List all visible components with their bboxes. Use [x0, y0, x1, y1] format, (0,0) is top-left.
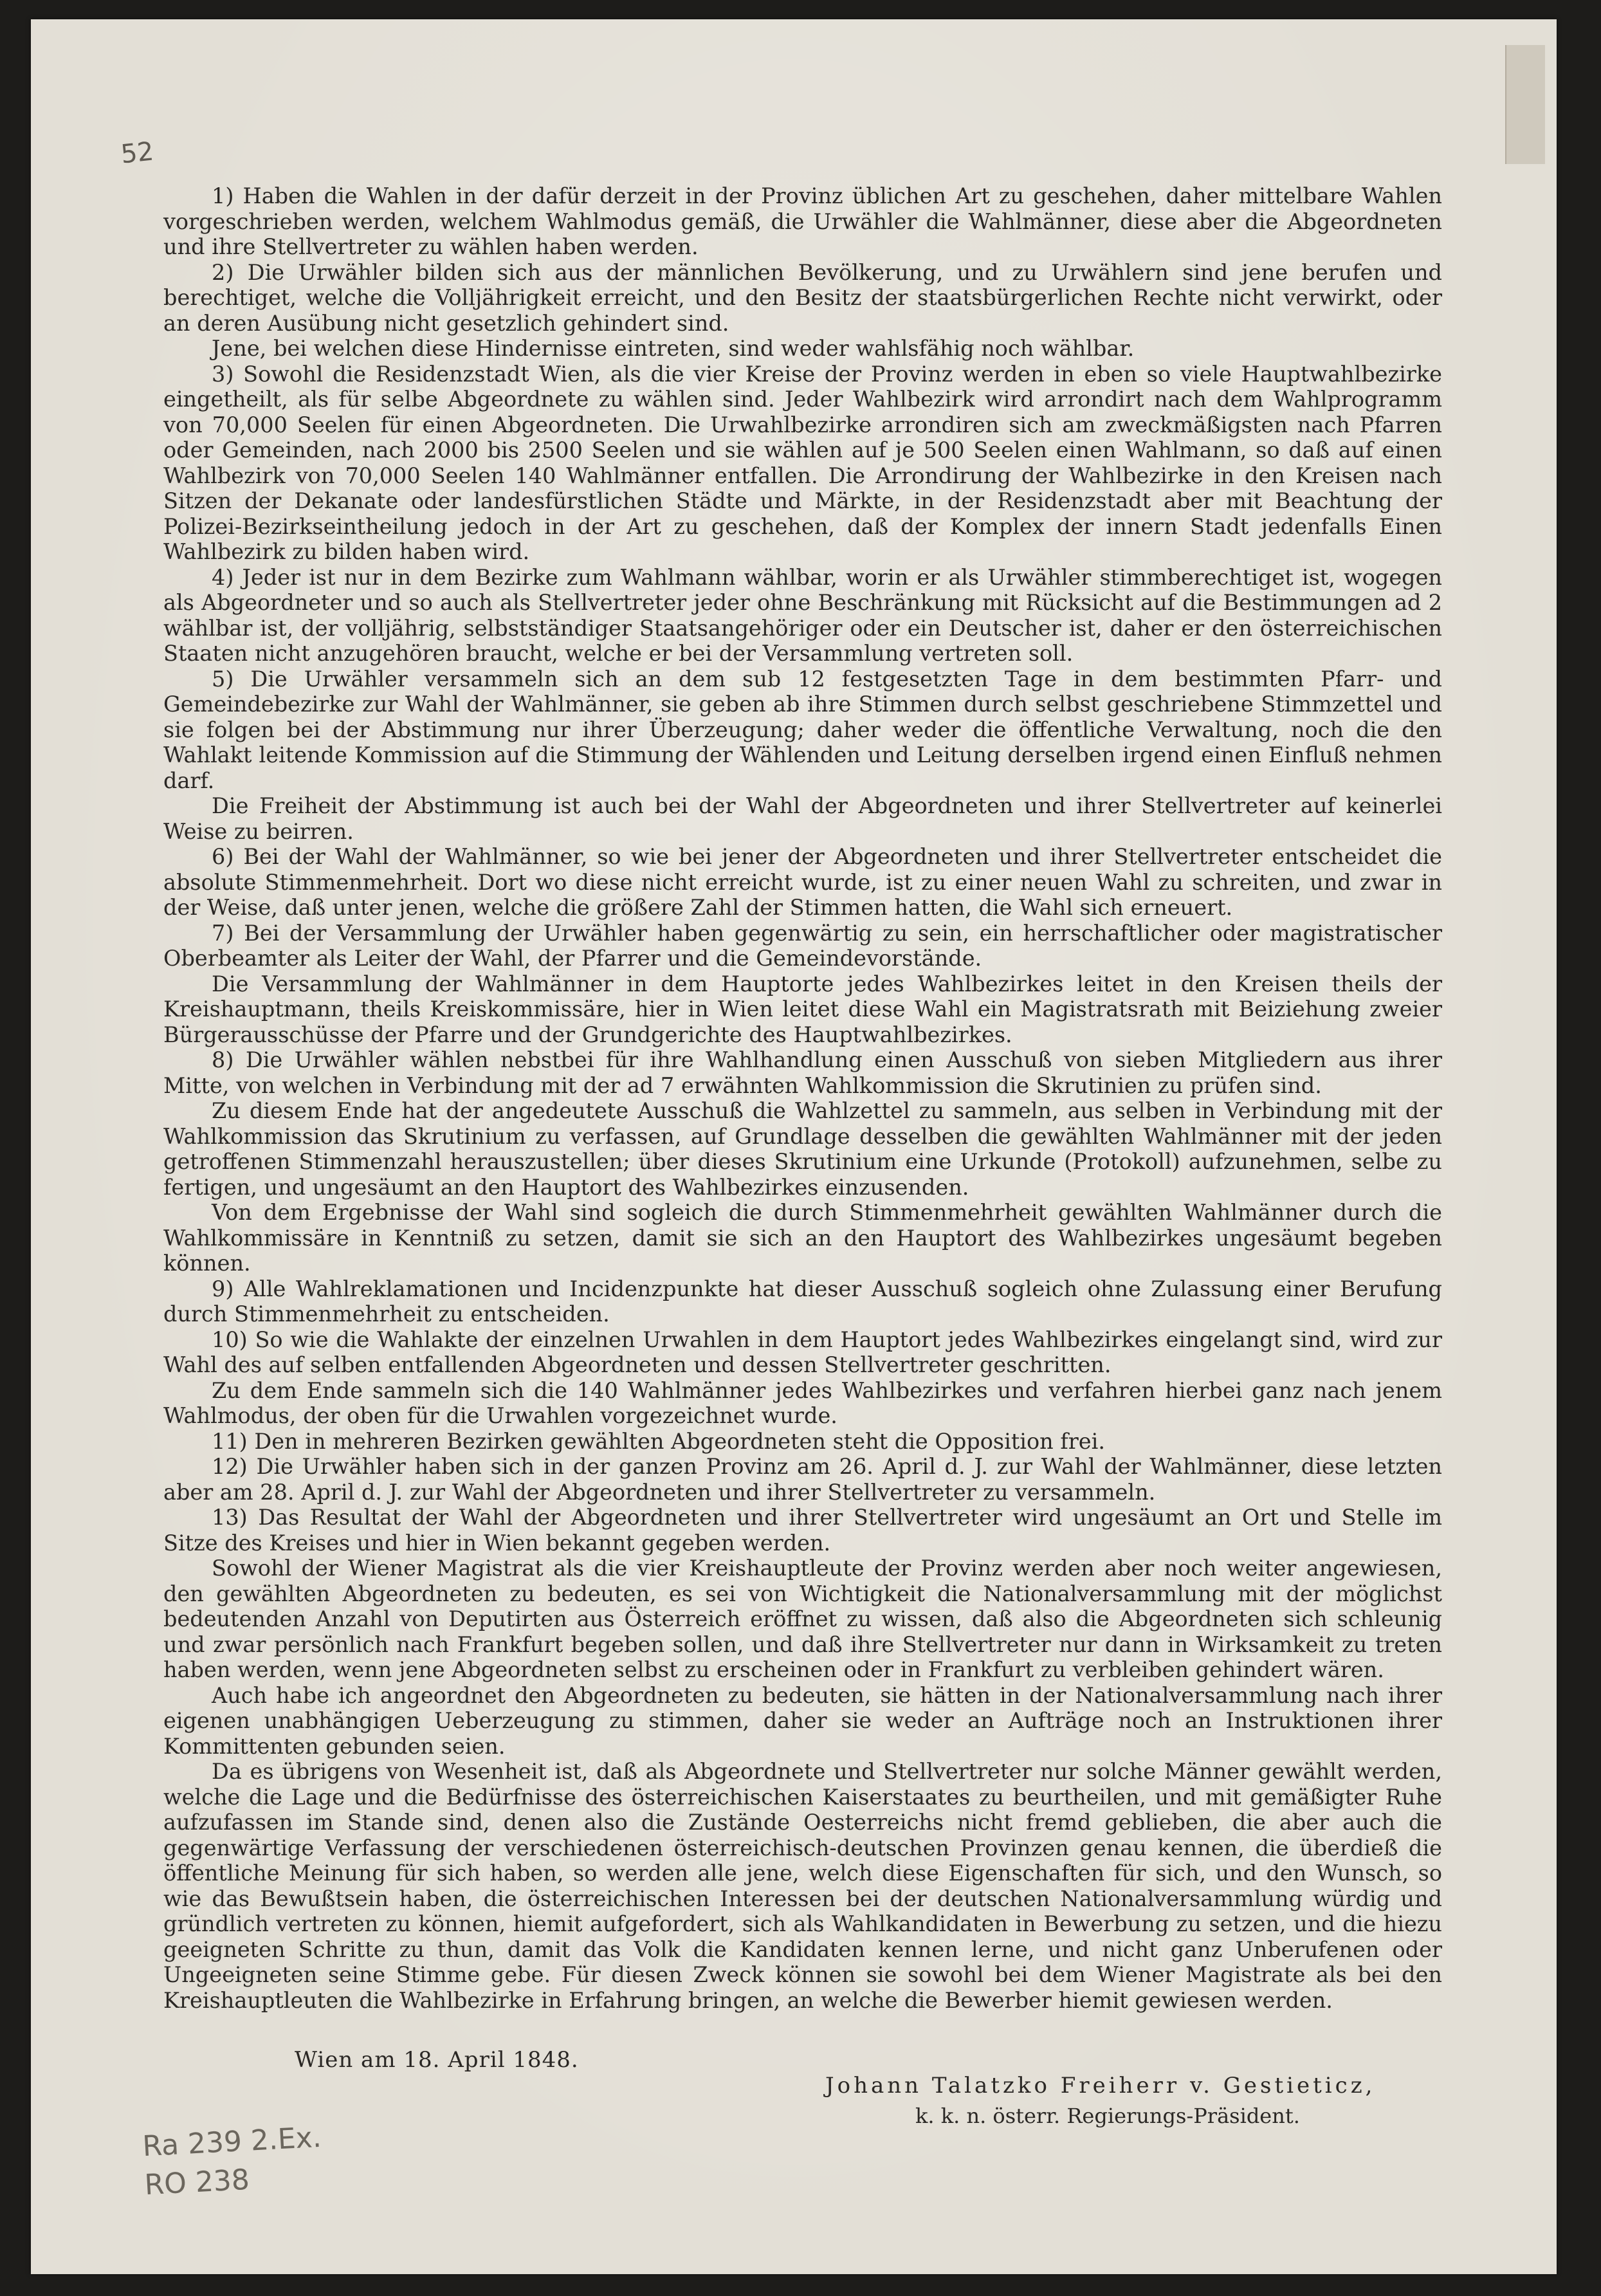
paragraph-3: 3) Sowohl die Residenzstadt Wien, als die vier Kreise der Provinz werden in eben so viele Hauptwahlbezirke eingetheilt, als für selbe Abgeordnete zu wählen sind. Jeder Wahlbezirk wird arrondirt nach dem Wahlprogramm von 70,000 Seelen für einen Abgeordneten. Die Urwahlbezirke arrondiren sich am zweckmäßigsten nach Pfarren oder Gemeinden, nach 2000 bis 2500 Seelen und sie wählen auf je 500 Seelen einen Wahlmann, so daß auf einen Wahlbezirk von 70,000 Seelen 140 Wahlmänner entfallen. Die Arrondirung der Wahlbezirke in den Kreisen nach Sitzen der Dekanate oder landesfürstlichen Städte und Märkte, in der Residenzstadt aber mit Beachtung der Polizei-Bezirkseintheilung jedoch in der Art zu geschehen, daß der Komplex der innern Stadt jedenfalls Einen Wahlbezirk zu bilden haben wird.	[163, 361, 1442, 564]
paragraph-1: 1) Haben die Wahlen in der dafür derzeit in der Provinz üblichen Art zu geschehen, daher mittelbare Wahlen vorgeschrieben werden, welchem Wahlmodus gemäß, die Urwähler die Wahlmänner, diese aber die Abgeordneten und ihre Stellvertreter zu wählen haben werden.	[163, 183, 1442, 259]
paragraph-instructions-abgeordnete: Auch habe ich angeordnet den Abgeordneten zu bedeuten, sie hätten in der Nationalversammlung nach ihrer eigenen unabhängigen Ueberzeugung zu stimmen, daher sie weder an Aufträge noch an Instruktionen ihrer Kommittenten gebunden seien.	[163, 1682, 1442, 1759]
paragraph-closing: Da es übrigens von Wesenheit ist, daß als Abgeordnete und Stellvertreter nur solche Männer gewählt werden, welche die Lage und die Bedürfnisse des österreichischen Kaiserstaates zu beurtheilen, und mit gemäßigter Ruhe aufzufassen im Stande sind, denen also die Zustände Oesterreichs nicht fremd geblieben, die aber auch die gegenwärtige Verfassung der verschiedenen österreichisch-deutschen Provinzen genau kennen, die überdieß die öffentliche Meinung für sich haben, so werden alle jene, welch diese Eigenschaften für sich, und den Wunsch, so wie das Bewußtsein haben, die österreichischen Interessen bei der deutschen Nationalversammlung würdig und gründlich vertreten zu können, hiemit aufgefordert, sich als Wahlkandidaten in Bewerbung zu setzen, und die hiezu geeigneten Schritte zu thun, damit das Volk die Kandidaten kennen lerne, und nicht ganz Unberufenen oder Ungeeigneten seine Stimme gebe. Für diesen Zweck können sie sowohl bei dem Wiener Magistrate als bei den Kreishauptleuten die Wahlbezirke in Erfahrung bringen, an welche die Bewerber hiemit gewiesen werden.	[163, 1759, 1442, 2013]
signature-title: k. k. n. österr. Regierungs-Präsident.	[915, 2104, 1300, 2128]
paragraph-10b: Zu dem Ende sammeln sich die 140 Wahlmänner jedes Wahlbezirkes und verfahren hierbei ganz nach jenem Wahlmodus, der oben für die Urwahlen vorgezeichnet wurde.	[163, 1377, 1442, 1428]
paragraph-5b: Die Freiheit der Abstimmung ist auch bei der Wahl der Abgeordneten und ihrer Stellvertreter auf keinerlei Weise zu beirren.	[163, 793, 1442, 844]
paragraph-10: 10) So wie die Wahlakte der einzelnen Urwahlen in dem Hauptort jedes Wahlbezirkes eingelangt sind, wird zur Wahl des auf selben entfallenden Abgeordneten und dessen Stellvertreter geschritten.	[163, 1327, 1442, 1377]
paragraph-13: 13) Das Resultat der Wahl der Abgeordneten und ihrer Stellvertreter wird ungesäumt an Ort und Stelle im Sitze des Kreises und hier in Wien bekannt gegeben werden.	[163, 1505, 1442, 1556]
paragraph-8b: Zu diesem Ende hat der angedeutete Ausschuß die Wahlzettel zu sammeln, aus selben in Verbindung mit der Wahlkommission das Skrutinium zu verfassen, auf Grundlage desselben die gewählten Wahlmänner mit der jeden getroffenen Stimmenzahl herauszustellen; über dieses Skrutinium eine Urkunde (Protokoll) aufzunehmen, selbe zu fertigen, und ungesäumt an den Hauptort des Wahlbezirkes einzusenden.	[163, 1098, 1442, 1200]
paragraph-8c: Von dem Ergebnisse der Wahl sind sogleich die durch Stimmenmehrheit gewählten Wahlmänner durch die Wahlkommissäre in Kenntniß zu setzen, damit sie sich an den Hauptort des Wahlbezirkes ungesäumt begeben können.	[163, 1200, 1442, 1276]
paragraph-7: 7) Bei der Versammlung der Urwähler haben gegenwärtig zu sein, ein herrschaftlicher oder magistratischer Oberbeamter als Leiter der Wahl, der Pfarrer und die Gemeindevorstände.	[163, 920, 1442, 971]
paragraph-9: 9) Alle Wahlreklamationen und Incidenzpunkte hat dieser Ausschuß sogleich ohne Zulassung einer Berufung durch Stimmenmehrheit zu entscheiden.	[163, 1276, 1442, 1327]
paragraph-7b: Die Versammlung der Wahlmänner in dem Hauptorte jedes Wahlbezirkes leitet in den Kreisen theils der Kreishauptmann, theils Kreiskommissäre, hier in Wien leitet diese Wahl ein Magistratsrath mit Beiziehung zweier Bürgerausschüsse der Pfarre und der Grundgerichte des Hauptwahlbezirkes.	[163, 971, 1442, 1047]
body-text	[163, 183, 1442, 2013]
paragraph-8: 8) Die Urwähler wählen nebstbei für ihre Wahlhandlung einen Ausschuß von sieben Mitgliedern aus ihrer Mitte, von welchen in Verbindung mit der ad 7 erwähnten Wahlkommission die Skrutinien zu prüfen sind.	[163, 1047, 1442, 1098]
paragraph-2b: Jene, bei welchen diese Hindernisse eintreten, sind weder wahlsfähig noch wählbar.	[212, 336, 1135, 361]
shelfmark	[142, 2118, 324, 2205]
shelfmark-line-2: RO 238	[143, 2163, 251, 2202]
paragraph-11: 11) Den in mehreren Bezirken gewählten Abgeordneten steht die Opposition frei.	[212, 1428, 1105, 1454]
paragraph-instructions-magistrat: Sowohl der Wiener Magistrat als die vier Kreishauptleute der Provinz werden aber noch weiter angewiesen, den gewählten Abgeordneten zu bedeuten, es sei von Wichtigkeit die Nationalversammlung mit der möglichst bedeutenden Anzahl von Deputirten aus Österreich eröffnet zu wissen, daß also die Abgeordneten sich schleunig und zwar persönlich nach Frankfurt begeben sollen, und daß ihre Stellvertreter nur dann in Wirksamkeit zu treten haben werden, wenn jene Abgeordneten selbst zu erscheinen oder in Frankfurt zu verbleiben gehindert wären.	[163, 1556, 1442, 1682]
shelfmark-line-1: Ra 239 2.Ex.	[142, 2120, 322, 2163]
document-page	[31, 19, 1557, 2274]
signature-block	[825, 2073, 1404, 2128]
paragraph-12: 12) Die Urwähler haben sich in der ganzen Provinz am 26. April d. J. zur Wahl der Wahlmänner, diese letzten aber am 28. April d. J. zur Wahl der Abgeordneten und ihrer Stellvertreter zu versammeln.	[163, 1454, 1442, 1505]
signature-name: Johann Talatzko Freiherr v. Gestieticz,	[825, 2073, 1376, 2099]
paragraph-2: 2) Die Urwähler bilden sich aus der männlichen Bevölkerung, und zu Urwählern sind jene berufen und berechtiget, welche die Volljährigkeit erreicht, und den Besitz der staatsbürgerlichen Rechte nicht verwirkt, oder an deren Ausübung nicht gesetzlich gehindert sind.	[163, 259, 1442, 336]
paper-tab	[1505, 45, 1545, 164]
dateline: Wien am 18. April 1848.	[295, 2047, 579, 2073]
paragraph-4: 4) Jeder ist nur in dem Bezirke zum Wahlmann wählbar, worin er als Urwähler stimmberechtiget ist, wogegen als Abgeordneter und so auch als Stellvertreter jeder ohne Beschränkung mit Rücksicht auf die Bestimmungen ad 2 wählbar ist, der volljährig, selbstständiger Staatsangehöriger oder ein Deutscher ist, daher er den österreichischen Staaten nicht anzugehören braucht, welche er bei der Versammlung vertreten soll.	[163, 564, 1442, 666]
paragraph-5: 5) Die Urwähler versammeln sich an dem sub 12 festgesetzten Tage in dem bestimmten Pfarr- und Gemeindebezirke zur Wahl der Wahlmänner, sie geben ab ihre Stimmen durch selbst geschriebene Stimmzettel und sie folgen bei der Abstimmung nur ihrer Überzeugung; daher weder die öffentliche Verwaltung, noch die den Wahlakt leitende Kommission auf die Stimmung der Wählenden und Leitung derselben irgend einen Einfluß nehmen darf.	[163, 666, 1442, 793]
page-number: 52	[119, 136, 156, 170]
paragraph-6: 6) Bei der Wahl der Wahlmänner, so wie bei jener der Abgeordneten und ihrer Stellvertreter entscheidet die absolute Stimmenmehrheit. Dort wo diese nicht erreicht wurde, ist zu einer neuen Wahl zu schreiten, und zwar in der Weise, daß unter jenen, welche die größere Zahl der Stimmen hatten, die Wahl sich erneuert.	[163, 844, 1442, 920]
